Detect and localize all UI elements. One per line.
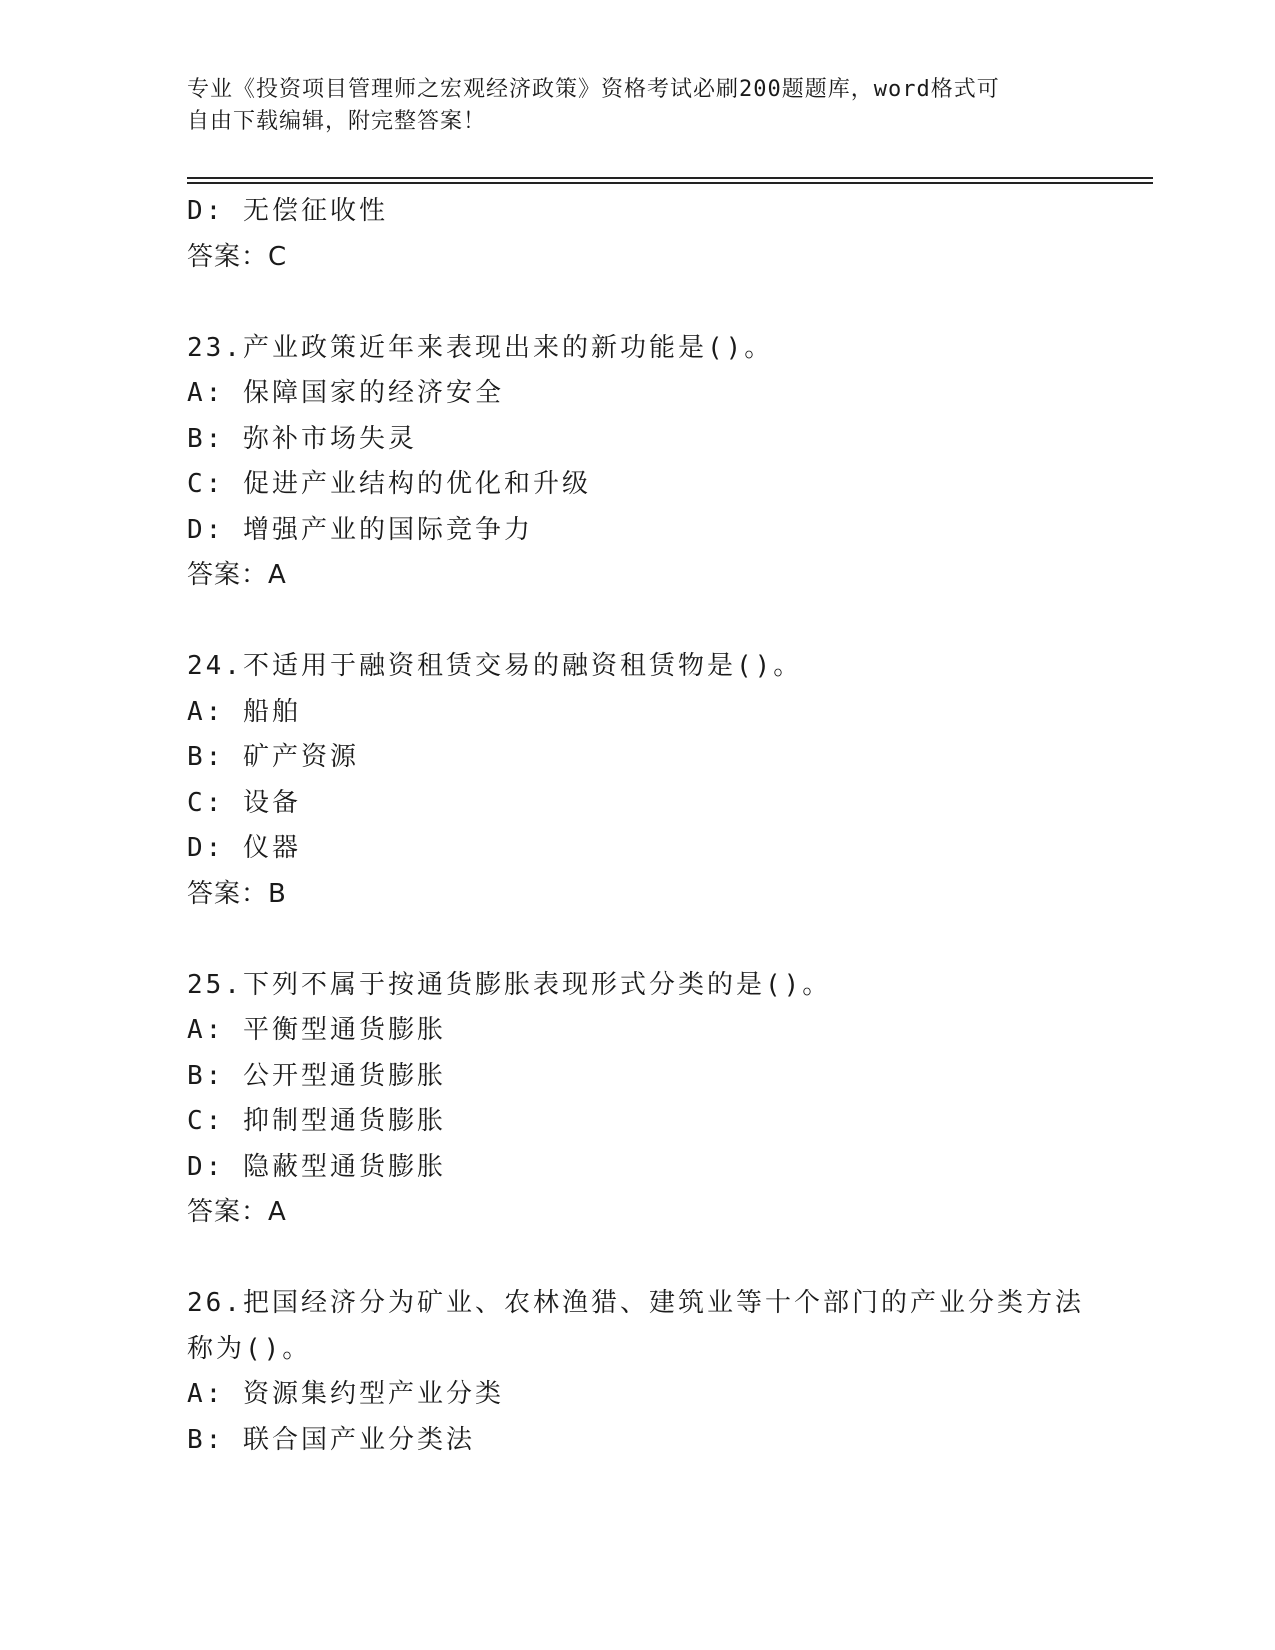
document-header	[187, 74, 1067, 138]
option-a: A: 资源集约型产业分类	[187, 1379, 504, 1409]
question-stem: 24.不适用于融资租赁交易的融资租赁物是()。	[187, 651, 803, 681]
option-a: A: 保障国家的经济安全	[187, 378, 504, 408]
option-c: C: 促进产业结构的优化和升级	[187, 469, 591, 499]
question-stem: 25.下列不属于按通货膨胀表现形式分类的是()。	[187, 969, 832, 1000]
option-b: B: 矿产资源	[187, 742, 359, 772]
spacer	[187, 599, 1087, 645]
question-block-22	[187, 189, 1087, 280]
option-c: C: 设备	[187, 787, 301, 818]
header-divider-bottom	[187, 182, 1153, 184]
header-divider-top	[187, 177, 1153, 179]
spacer	[187, 917, 1087, 963]
answer-line: 答案：C	[187, 241, 288, 272]
option-a: A: 平衡型通货膨胀	[187, 1015, 446, 1045]
spacer	[187, 1236, 1087, 1282]
question-stem-line-2: 称为()。	[187, 1333, 312, 1364]
header-title-line-2: 自由下载编辑，附完整答案！	[187, 109, 487, 134]
question-list	[187, 189, 1087, 1463]
option-d: D: 仪器	[187, 833, 301, 863]
question-block-25	[187, 963, 1087, 1236]
question-block-24	[187, 644, 1087, 917]
question-stem-line-1: 26.把国经济分为矿业、农林渔猎、建筑业等十个部门的产业分类方法	[187, 1288, 1084, 1318]
answer-line: 答案：A	[187, 560, 287, 590]
answer-line: 答案：A	[187, 1197, 287, 1227]
question-block-23	[187, 326, 1087, 599]
option-b: B: 公开型通货膨胀	[187, 1060, 446, 1091]
option-d: D: 隐蔽型通货膨胀	[187, 1151, 446, 1182]
option-c: C: 抑制型通货膨胀	[187, 1106, 446, 1136]
question-block-26	[187, 1281, 1087, 1463]
question-stem: 23.产业政策近年来表现出来的新功能是()。	[187, 332, 774, 363]
header-title-line-1: 专业《投资项目管理师之宏观经济政策》资格考试必刷200题题库，word格式可	[187, 77, 1000, 102]
option-d: D: 增强产业的国际竞争力	[187, 514, 533, 545]
spacer	[187, 280, 1087, 326]
answer-line: 答案：B	[187, 878, 287, 909]
option-b: B: 弥补市场失灵	[187, 423, 417, 454]
option-b: B: 联合国产业分类法	[187, 1424, 475, 1455]
option-a: A: 船舶	[187, 696, 301, 727]
option-d: D: 无偿征收性	[187, 196, 388, 226]
